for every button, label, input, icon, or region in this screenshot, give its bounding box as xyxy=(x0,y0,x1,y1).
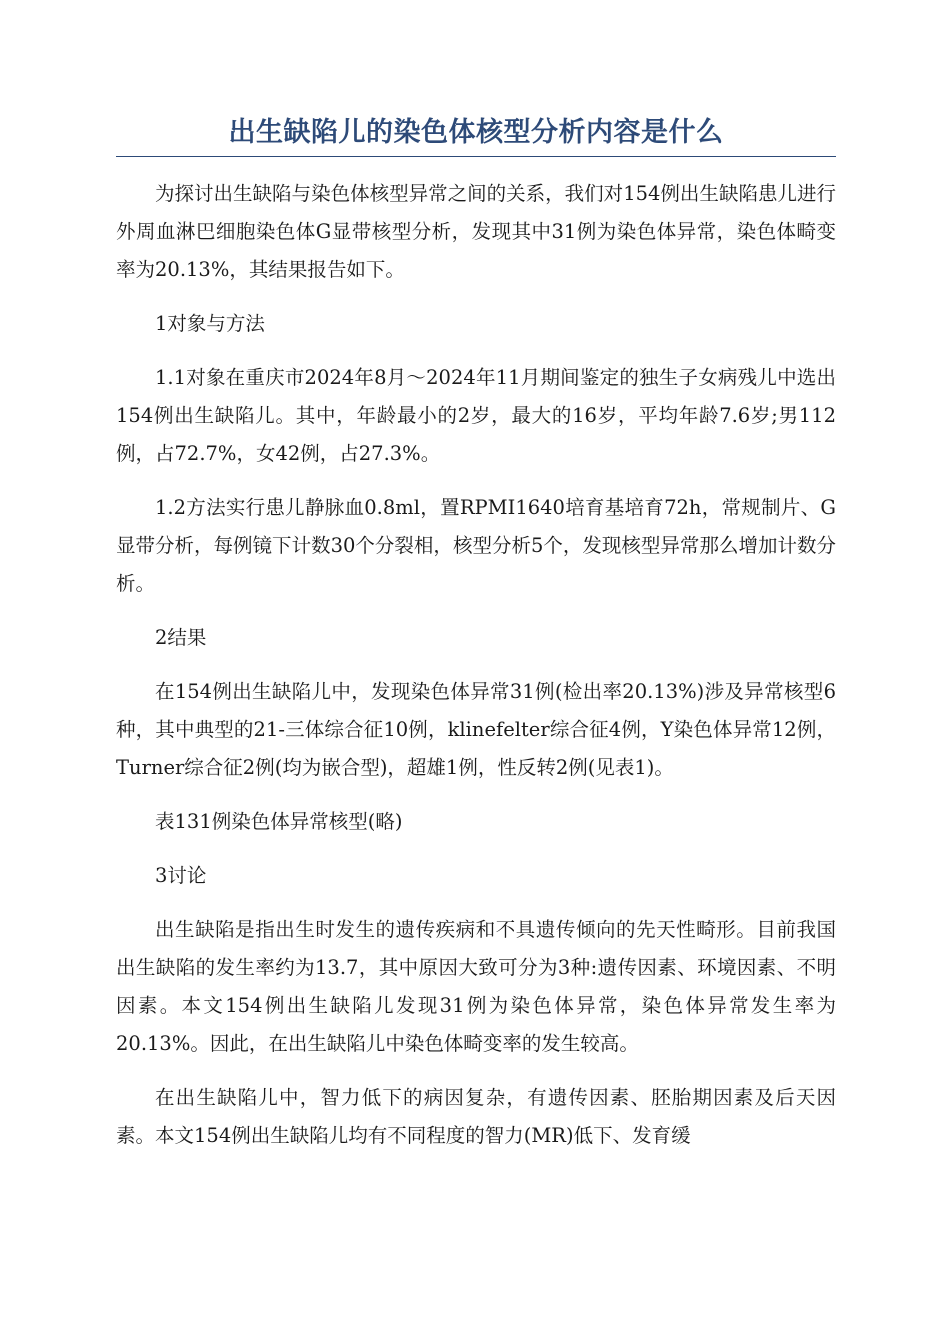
paragraph-subjects: 1.1对象在重庆市2024年8月～2024年11月期间鉴定的独生子女病残儿中选出154例出生缺陷儿。其中，年龄最小的2岁，最大的16岁，平均年龄7.6岁;男112例，占72.7%，女42例，占27.3%。 xyxy=(116,366,836,465)
document-page xyxy=(116,112,836,1171)
document-title: 出生缺陷儿的染色体核型分析内容是什么 xyxy=(228,117,724,148)
paragraph-discussion-2: 在出生缺陷儿中，智力低下的病因复杂，有遗传因素、胚胎期因素及后天因素。本文154例出生缺陷儿均有不同程度的智力(MR)低下、发育缓 xyxy=(116,1086,836,1147)
paragraph-methods: 1.2方法实行患儿静脉血0.8ml，置RPMI1640培育基培育72h，常规制片、G显带分析，每例镜下计数30个分裂相，核型分析5个，发现核型异常那么增加计数分析。 xyxy=(116,496,836,595)
paragraph-intro: 为探讨出生缺陷与染色体核型异常之间的关系，我们对154例出生缺陷患儿进行外周血淋巴细胞染色体G显带核型分析，发现其中31例为染色体异常，染色体畸变率为20.13%，其结果报告如下。 xyxy=(116,182,836,281)
section-heading-methods: 1对象与方法 xyxy=(155,312,265,335)
section-heading-results: 2结果 xyxy=(155,626,207,649)
paragraph-results: 在154例出生缺陷儿中，发现染色体异常31例(检出率20.13%)涉及异常核型6种，其中典型的21-三体综合征10例，klinefelter综合征4例，Y染色体异常12例，Turner综合征2例(均为嵌合型)，超雄1例，性反转2例(见表1)。 xyxy=(116,680,836,779)
table-caption: 表131例染色体异常核型(略) xyxy=(155,810,403,833)
title-underline xyxy=(116,156,836,157)
paragraph-discussion-1: 出生缺陷是指出生时发生的遗传疾病和不具遗传倾向的先天性畸形。目前我国出生缺陷的发生率约为13.7，其中原因大致可分为3种:遗传因素、环境因素、不明因素。本文154例出生缺陷儿发现31例为染色体异常，染色体异常发生率为20.13%。因此，在出生缺陷儿中染色体畸变率的发生较高。 xyxy=(116,918,836,1055)
section-heading-discussion: 3讨论 xyxy=(155,864,207,887)
